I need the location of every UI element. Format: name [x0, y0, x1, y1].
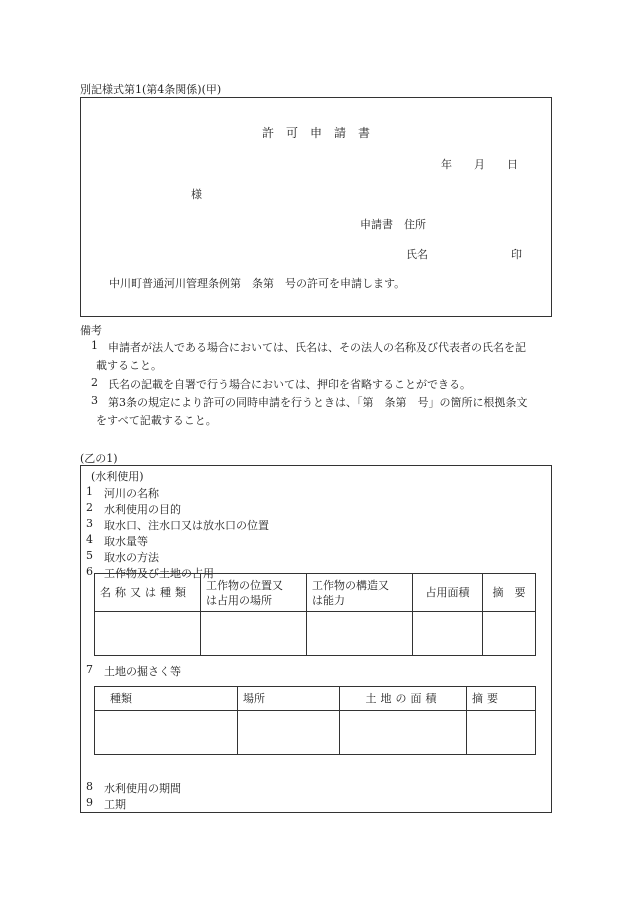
- item-text: 工作物及び土地の占用: [104, 567, 214, 580]
- excavation-header-type: 種類: [95, 687, 238, 711]
- occupancy-cell[interactable]: [413, 612, 483, 656]
- occupancy-cell[interactable]: [201, 612, 307, 656]
- excavation-cell[interactable]: [95, 711, 238, 755]
- section-label: (乙の1): [80, 452, 118, 465]
- excavation-table: [94, 686, 536, 755]
- occupancy-header-name-or-type: 名称又は種類: [95, 574, 201, 612]
- occupancy-header-area: 占用面積: [413, 574, 483, 612]
- note-number: 1: [91, 339, 98, 352]
- notes-heading: 備考: [80, 324, 102, 337]
- application-body: 中川町普通河川管理条例第 条第 号の許可を申請します。: [109, 277, 406, 290]
- note-number: 2: [91, 376, 98, 389]
- item-number: 1: [86, 485, 93, 498]
- excavation-table-row: [95, 711, 536, 755]
- excavation-header-remarks: 摘要: [467, 687, 536, 711]
- item-text: 取水量等: [104, 535, 148, 548]
- note-text: 申請者が法人である場合においては、氏名は、その法人の名称及び代表者の氏名を記: [108, 341, 526, 354]
- occupancy-header-location: 工作物の位置又 は占用の場所: [201, 574, 307, 612]
- note-text-continued: 載すること。: [96, 359, 162, 372]
- addressee: 様: [191, 188, 202, 201]
- item-number: 8: [86, 780, 93, 793]
- item-number: 9: [86, 796, 93, 809]
- item-text: 水利使用の期間: [104, 782, 181, 795]
- excavation-cell[interactable]: [238, 711, 340, 755]
- occupancy-header-remarks: 摘 要: [483, 574, 536, 612]
- item-number: 3: [86, 517, 93, 530]
- note-text: 第3条の規定により許可の同時申請を行うときは、「第 条第 号」の箇所に根拠条文: [108, 396, 528, 409]
- excavation-cell[interactable]: [467, 711, 536, 755]
- application-box: [80, 97, 552, 317]
- note-text: 氏名の記載を自署で行う場合においては、押印を省略することができる。: [108, 378, 471, 391]
- name-label: 氏名: [406, 248, 428, 261]
- occupancy-table-row: [95, 612, 536, 656]
- item-text: 水利使用の目的: [104, 503, 181, 516]
- excavation-header-area: 土地の面積: [340, 687, 467, 711]
- item-number: 7: [86, 663, 93, 676]
- occupancy-cell[interactable]: [483, 612, 536, 656]
- excavation-table-header-row: [95, 687, 536, 711]
- section-subtitle: (水利使用): [91, 470, 144, 483]
- item-text: 取水の方法: [104, 551, 159, 564]
- item-number: 2: [86, 501, 93, 514]
- item-number: 6: [86, 565, 93, 578]
- occupancy-table-header-row: [95, 574, 536, 612]
- item-number: 5: [86, 549, 93, 562]
- item-text: 河川の名称: [104, 487, 159, 500]
- section-box: [80, 465, 552, 813]
- note-number: 3: [91, 394, 98, 407]
- application-title: 許 可 申 請 書: [261, 126, 370, 140]
- occupancy-header-structure: 工作物の構造又 は能力: [307, 574, 413, 612]
- occupancy-cell[interactable]: [307, 612, 413, 656]
- occupancy-table: [94, 573, 536, 656]
- excavation-cell[interactable]: [340, 711, 467, 755]
- seal-label: 印: [511, 248, 522, 261]
- item-text: 土地の掘さく等: [104, 665, 181, 678]
- form-header: 別記様式第1(第4条関係)(甲): [80, 83, 222, 96]
- item-number: 4: [86, 533, 93, 546]
- occupancy-cell[interactable]: [95, 612, 201, 656]
- excavation-header-location: 場所: [238, 687, 340, 711]
- item-text: 工期: [104, 798, 126, 811]
- note-text-continued: をすべて記載すること。: [96, 414, 217, 427]
- applicant-address-label: 申請書 住所: [360, 218, 426, 231]
- date-line: 年 月 日: [441, 158, 518, 171]
- item-text: 取水口、注水口又は放水口の位置: [104, 519, 269, 532]
